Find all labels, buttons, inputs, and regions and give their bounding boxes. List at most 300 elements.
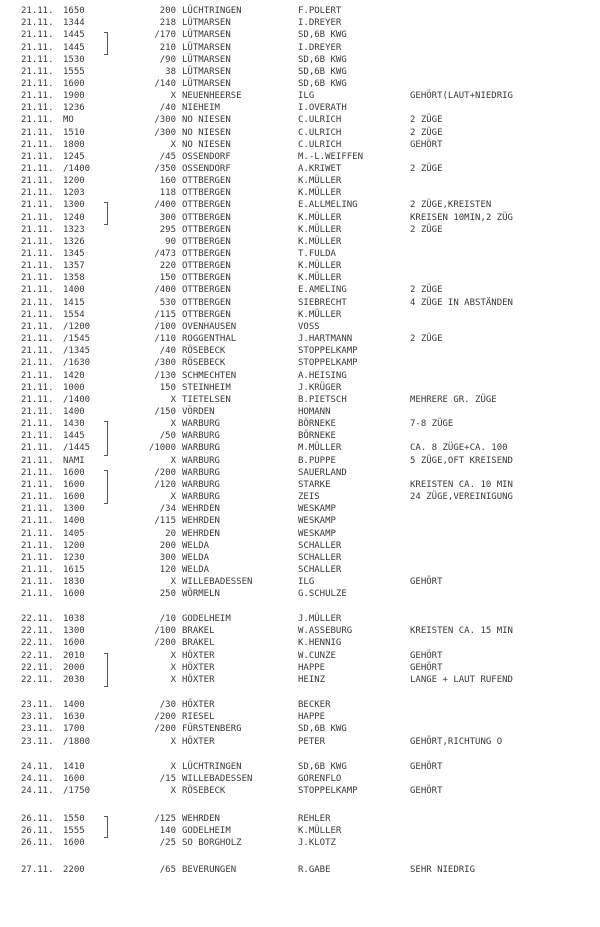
entry-count: /170 [154,30,176,41]
entry-date: 22.11. [21,674,54,685]
table-row [0,589,600,600]
entry-time: 1410 [63,762,85,772]
entry-observer: WESKAMP [298,528,336,539]
entry-place: OTTBERGEN [182,200,231,211]
entry-count: /45 [159,151,176,162]
entry-remark: 7-8 ZÜGE [410,419,454,430]
entry-place: WEHRDEN [182,504,220,515]
entry-time: 1400 [63,406,85,417]
table-row [0,675,600,686]
entry-place: GODELHEIM [182,826,231,837]
entry-observer: C.ULRICH [298,139,342,150]
table-row [0,152,600,163]
entry-observer: SCHALLER [298,540,342,551]
entry-date: 21.11. [21,382,54,393]
entry-count: X [170,394,176,405]
entry-time: 1800 [63,139,85,150]
table-row [0,838,600,849]
entry-remark: GEHÖRT [410,786,443,797]
entry-remark: SEHR NIEDRIG [410,865,476,875]
entry-time: 1400 [63,516,85,527]
entry-observer: SAUERLAND [298,467,347,478]
entry-date: 21.11. [21,249,54,259]
entry-date: 21.11. [21,30,54,41]
entry-place: NO NIESEN [182,139,231,150]
entry-date: 21.11. [21,188,54,199]
entry-date: 21.11. [21,467,54,478]
entry-time: 1420 [63,370,85,381]
entry-time: 1600 [63,492,85,502]
entry-place: LÜTMARSEN [182,18,231,29]
table-row [0,91,600,102]
table-row [0,565,600,576]
entry-time: MO [63,115,74,126]
entry-observer: HAPPE [298,712,326,723]
entry-place: LÜTMARSEN [182,30,231,41]
entry-time: 2010 [63,650,85,661]
entry-count: /115 [154,516,176,527]
entry-observer: J.HARTMANN [298,334,353,345]
table-row [0,322,600,333]
entry-place: NO NIESEN [182,115,231,126]
entry-observer: K.MÜLLER [298,273,342,284]
entry-observer: K.MÜLLER [298,261,342,272]
entry-remark: GEHÖRT [410,650,443,661]
entry-time: /1750 [63,786,91,797]
entry-date: 21.11. [21,406,54,417]
entry-time: 1600 [63,78,85,89]
entry-time: 1236 [63,103,85,114]
table-row [0,6,600,17]
entry-count: /90 [159,54,176,65]
entry-place: WÖRMELN [182,589,220,600]
entry-date: 21.11. [21,540,54,551]
entry-observer: SD,6B KWG [298,762,347,772]
entry-count: /150 [154,406,176,417]
entry-date: 21.11. [21,431,54,442]
entry-observer: VOSS [298,321,320,332]
entry-observer: HOMANN [298,406,331,417]
table-row [0,456,600,467]
entry-place: WARBURG [182,479,220,490]
entry-date: 26.11. [21,814,54,824]
entry-time: 1405 [63,528,85,539]
entry-place: NEUENHEERSE [182,91,242,101]
entry-date: 21.11. [21,6,54,16]
entry-place: WARBURG [182,455,220,466]
table-row [0,419,600,430]
entry-observer: K.MÜLLER [298,309,342,320]
entry-count: /120 [154,479,176,490]
entry-count: X [170,455,176,466]
entry-date: 24.11. [21,774,54,785]
entry-date: 22.11. [21,638,54,649]
entry-observer: WESKAMP [298,516,336,527]
entry-place: WELDA [182,564,210,575]
entry-place: TIETELSEN [182,394,231,405]
entry-time: /1400 [63,394,91,405]
entry-time: 1445 [63,30,85,41]
entry-count: /50 [159,431,176,442]
entry-place: BRAKEL [182,638,215,649]
entry-time: 1400 [63,700,85,710]
entry-observer: PETER [298,736,326,747]
table-row [0,103,600,114]
entry-observer: E.ALLMELING [298,200,358,211]
entry-place: WARBURG [182,443,220,454]
entry-place: STEINHEIM [182,382,231,393]
entry-observer: J.KRÜGER [298,382,342,393]
entry-observer: K.HENNIG [298,638,342,649]
entry-remark: 2 ZÜGE [410,164,443,174]
entry-place: OTTBERGEN [182,273,231,284]
table-row [0,67,600,78]
entry-count: /40 [159,346,176,357]
bracket-mark [104,202,108,224]
entry-time: 1400 [63,285,85,296]
entry-observer: K.MÜLLER [298,188,342,199]
entry-date: 23.11. [21,712,54,723]
entry-observer: J.KLOTZ [298,838,336,849]
entry-date: 21.11. [21,78,54,89]
entry-count: 200 [159,6,176,16]
entry-count: X [170,492,176,502]
entry-remark: GEHÖRT [410,762,443,772]
entry-count: X [170,662,176,673]
entry-remark: 24 ZÜGE,VEREINIGUNG [410,492,513,502]
entry-place: OTTBERGEN [182,236,231,247]
entry-date: 21.11. [21,273,54,284]
entry-observer: STOPPELKAMP [298,346,358,357]
entry-place: FÜRSTENBERG [182,724,242,735]
entry-date: 21.11. [21,321,54,332]
entry-count: 220 [159,261,176,272]
entry-place: NIEHEIM [182,103,220,114]
entry-observer: J.MÜLLER [298,614,342,624]
entry-place: RÖSEBECK [182,786,226,797]
table-row [0,480,600,491]
entry-date: 21.11. [21,479,54,490]
entry-time: 1600 [63,774,85,785]
entry-place: WEHRDEN [182,528,220,539]
entry-place: ROGGENTHAL [182,334,237,345]
entry-remark: KREISTEN CA. 15 MIN [410,626,513,637]
entry-date: 21.11. [21,54,54,65]
entry-date: 21.11. [21,236,54,247]
entry-place: HÖXTER [182,650,215,661]
entry-remark: 2 ZÜGE [410,127,443,138]
entry-place: LÜCHTRINGEN [182,762,242,772]
entry-date: 22.11. [21,650,54,661]
entry-date: 21.11. [21,370,54,381]
table-row [0,577,600,588]
entry-count: 295 [159,224,176,235]
entry-time: 1700 [63,724,85,735]
entry-remark: CA. 8 ZÜGE+CA. 100 [410,443,508,454]
entry-date: 21.11. [21,297,54,308]
entry-count: /100 [154,626,176,637]
bracket-mark [104,816,108,838]
entry-count: 150 [159,273,176,284]
entry-count: 300 [159,552,176,563]
entry-remark: 2 ZÜGE [410,334,443,345]
entry-count: 20 [165,528,176,539]
entry-time: /1445 [63,443,91,454]
entry-time: 1630 [63,712,85,723]
entry-date: 21.11. [21,528,54,539]
entry-count: /34 [159,504,176,515]
entry-remark: 2 ZÜGE [410,224,443,235]
entry-time: /1400 [63,164,91,174]
entry-observer: I.OVERATH [298,103,347,114]
entry-date: 21.11. [21,212,54,223]
entry-time: 1445 [63,431,85,442]
entry-time: 1358 [63,273,85,284]
entry-remark: GEHÖRT [410,577,443,588]
entry-observer: G.SCHULZE [298,589,347,600]
entry-place: OSSENDORF [182,151,231,162]
entry-count: /25 [159,838,176,849]
entry-place: WILLEBADESSEN [182,774,253,785]
entry-date: 21.11. [21,455,54,466]
entry-date: 21.11. [21,443,54,454]
entry-observer: SD,6B KWG [298,54,347,65]
entry-observer: STOPPELKAMP [298,786,358,797]
table-row [0,140,600,151]
entry-time: 1554 [63,309,85,320]
table-row [0,762,600,773]
table-row [0,43,600,54]
entry-time: 1900 [63,91,85,101]
entry-date: 21.11. [21,151,54,162]
entry-remark: GEHÖRT,RICHTUNG O [410,736,503,747]
entry-date: 21.11. [21,577,54,588]
entry-place: OTTBERGEN [182,285,231,296]
entry-time: 1344 [63,18,85,29]
entry-time: 1038 [63,614,85,624]
entry-count: /125 [154,814,176,824]
table-row [0,383,600,394]
entry-date: 23.11. [21,700,54,710]
entry-place: HÖXTER [182,674,215,685]
entry-observer: ILG [298,91,315,101]
entry-place: NO NIESEN [182,127,231,138]
entry-count: 38 [165,66,176,77]
entry-count: 160 [159,176,176,187]
entry-count: X [170,674,176,685]
entry-place: BRAKEL [182,626,215,637]
entry-place: HÖXTER [182,662,215,673]
entry-observer: I.DREYER [298,42,342,53]
entry-place: WARBURG [182,467,220,478]
entry-observer: W.CUNZE [298,650,336,661]
entry-count: X [170,419,176,430]
entry-place: LÜTMARSEN [182,78,231,89]
entry-place: RÖSEBECK [182,358,226,369]
table-row [0,371,600,382]
entry-count: 140 [159,826,176,837]
table-row [0,774,600,785]
entry-count: X [170,91,176,101]
entry-date: 21.11. [21,419,54,430]
entry-count: /400 [154,285,176,296]
entry-count: /200 [154,724,176,735]
table-row [0,737,600,748]
entry-place: HÖXTER [182,736,215,747]
entry-count: /300 [154,358,176,369]
entry-count: 300 [159,212,176,223]
entry-remark: GEHÖRT(LAUT+NIEDRIG [410,91,513,101]
table-row [0,395,600,406]
entry-time: 1200 [63,540,85,551]
entry-place: WARBURG [182,419,220,430]
entry-observer: K.MÜLLER [298,212,342,223]
entry-count: /200 [154,638,176,649]
entry-count: X [170,650,176,661]
table-row [0,700,600,711]
entry-time: 1430 [63,419,85,430]
entry-time: 1200 [63,176,85,187]
entry-time: 1323 [63,224,85,235]
table-row [0,273,600,284]
entry-place: OVENHAUSEN [182,321,237,332]
entry-place: OTTBERGEN [182,212,231,223]
table-row [0,724,600,735]
entry-date: 21.11. [21,103,54,114]
entry-observer: BECKER [298,700,331,710]
table-row [0,541,600,552]
entry-time: /1630 [63,358,91,369]
entry-observer: HEINZ [298,674,326,685]
entry-observer: R.GABE [298,865,331,875]
table-row [0,225,600,236]
entry-place: WELDA [182,540,210,551]
entry-place: OTTBERGEN [182,188,231,199]
table-row [0,504,600,515]
table-row [0,128,600,139]
entry-observer: C.ULRICH [298,115,342,126]
entry-count: /300 [154,127,176,138]
entry-count: /100 [154,321,176,332]
entry-observer: M.-L.WEIFFEN [298,151,364,162]
entry-time: 1445 [63,42,85,53]
entry-observer: W.ASSEBURG [298,626,353,637]
entry-time: 1326 [63,236,85,247]
entry-count: /200 [154,467,176,478]
entry-observer: A.KRIWET [298,164,342,174]
entry-time: 1245 [63,151,85,162]
entry-observer: K.MÜLLER [298,224,342,235]
table-row [0,626,600,637]
table-row [0,249,600,260]
entry-time: 1600 [63,479,85,490]
entry-time: /1800 [63,736,91,747]
entry-observer: BÖRNEKE [298,419,336,430]
entry-count: /200 [154,712,176,723]
entry-date: 24.11. [21,762,54,772]
entry-count: /400 [154,200,176,211]
entry-observer: A.HEISING [298,370,347,381]
entry-observer: T.FULDA [298,249,336,259]
entry-count: /40 [159,103,176,114]
entry-place: OTTBERGEN [182,297,231,308]
entry-observer: K.MÜLLER [298,826,342,837]
entry-observer: SD,6B KWG [298,724,347,735]
entry-observer: SD,6B KWG [298,78,347,89]
entry-time: 1300 [63,504,85,515]
entry-place: GODELHEIM [182,614,231,624]
entry-time: 1345 [63,249,85,259]
table-row [0,663,600,674]
entry-date: 22.11. [21,614,54,624]
entry-count: /10 [159,614,176,624]
entry-count: X [170,762,176,772]
entry-observer: F.POLERT [298,6,342,16]
entry-observer: K.MÜLLER [298,176,342,187]
entry-count: 250 [159,589,176,600]
entry-date: 27.11. [21,865,54,875]
entry-time: 1415 [63,297,85,308]
bracket-mark [104,653,108,688]
bracket-mark [104,470,108,505]
table-row [0,443,600,454]
entry-date: 23.11. [21,724,54,735]
entry-date: 21.11. [21,176,54,187]
entry-remark: MEHRERE GR. ZÜGE [410,394,497,405]
entry-time: 1600 [63,638,85,649]
entry-observer: STARKE [298,479,331,490]
entry-date: 21.11. [21,492,54,502]
table-row [0,431,600,442]
entry-time: 1203 [63,188,85,199]
entry-place: SO BORGHOLZ [182,838,242,849]
table-row [0,213,600,224]
entry-observer: SIEBRECHT [298,297,347,308]
entry-observer: REHLER [298,814,331,824]
entry-time: 1600 [63,589,85,600]
entry-date: 21.11. [21,127,54,138]
entry-count: X [170,577,176,588]
entry-count: /473 [154,249,176,259]
entry-count: /350 [154,164,176,174]
entry-time: 1600 [63,467,85,478]
entry-observer: HAPPE [298,662,326,673]
entry-date: 21.11. [21,200,54,211]
entry-place: WELDA [182,552,210,563]
entry-date: 21.11. [21,504,54,515]
entry-date: 21.11. [21,516,54,527]
table-row [0,712,600,723]
entry-date: 21.11. [21,139,54,150]
entry-place: RÖSEBECK [182,346,226,357]
table-row [0,468,600,479]
entry-time: 1300 [63,200,85,211]
entry-time: 1555 [63,66,85,77]
entry-count: X [170,736,176,747]
table-row [0,200,600,211]
entry-place: OTTBERGEN [182,224,231,235]
entry-remark: KREISEN 10MIN,2 ZÜG [410,212,513,223]
entry-time: 1555 [63,826,85,837]
table-row [0,176,600,187]
entry-date: 21.11. [21,589,54,600]
table-row [0,814,600,825]
entry-place: LÜTMARSEN [182,42,231,53]
table-row [0,529,600,540]
entry-place: LÜTMARSEN [182,54,231,65]
entry-date: 21.11. [21,346,54,357]
entry-place: OTTBERGEN [182,249,231,259]
